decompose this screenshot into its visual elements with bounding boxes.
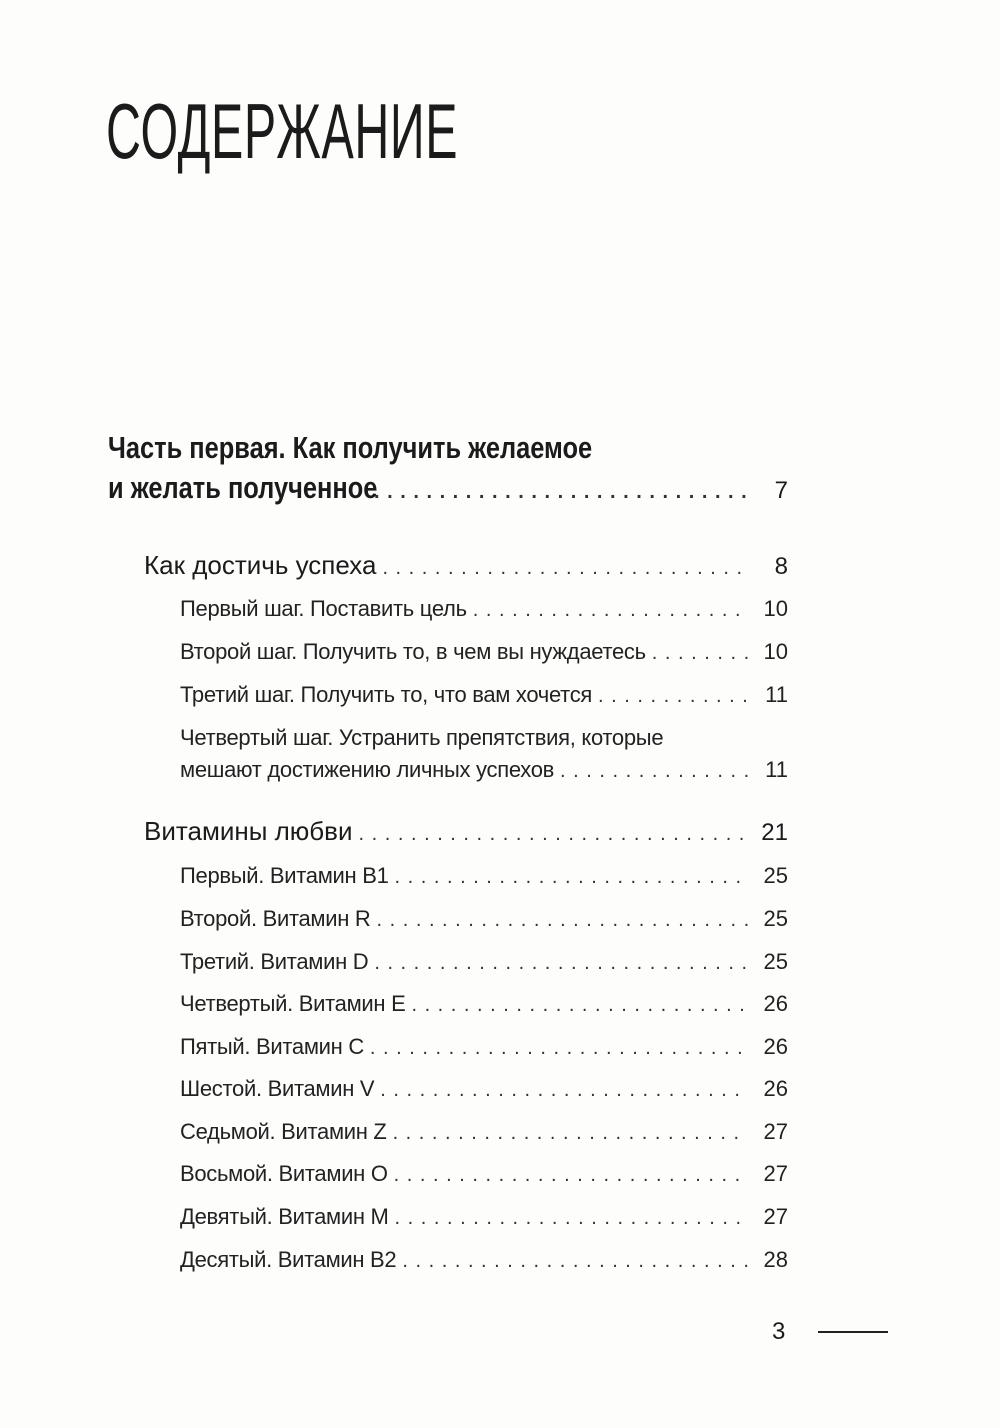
page-ref: 25: [763, 863, 788, 888]
page-ref: 11: [765, 682, 788, 707]
dot-leader: [394, 1164, 748, 1187]
dot-leader: [370, 1037, 748, 1060]
subsection-title: Второй. Витамин R: [180, 906, 371, 931]
dot-leader: [652, 642, 748, 665]
toc-subsection-entry[interactable]: [180, 1247, 788, 1273]
toc-subsection-entry[interactable]: [180, 863, 788, 889]
dot-leader: [598, 685, 748, 708]
subsection-title: Восьмой. Витамин O: [180, 1161, 388, 1186]
toc-subsection-entry[interactable]: [180, 1204, 788, 1230]
subsection-title: Третий шаг. Получить то, что вам хочется: [180, 682, 593, 707]
subsection-title: Седьмой. Витамин Z: [180, 1119, 387, 1144]
page-number-rule: [818, 1331, 888, 1333]
page-ref: 26: [763, 991, 788, 1016]
dot-leader: [359, 823, 748, 846]
toc-part-entry[interactable]: [108, 470, 788, 506]
toc-section-entry[interactable]: [144, 816, 788, 847]
page-ref: 10: [763, 639, 788, 664]
toc-subsection-entry[interactable]: [180, 1119, 788, 1145]
toc-subsection-entry[interactable]: [180, 906, 788, 932]
subsection-title: Девятый. Витамин M: [180, 1204, 389, 1229]
dot-leader: [473, 599, 748, 622]
page-ref: 10: [763, 596, 788, 621]
page-ref: 25: [763, 949, 788, 974]
page-number: 3: [772, 1318, 786, 1345]
toc-subsection-entry[interactable]: [180, 639, 788, 665]
subsection-title-line1: Четвертый шаг. Устранить препятствия, которые: [180, 725, 664, 750]
page-ref: 27: [763, 1161, 788, 1186]
dot-leader: [376, 909, 748, 932]
dot-leader: [382, 557, 748, 580]
page-ref: 26: [763, 1076, 788, 1101]
part-title-line2: и желать полученное: [108, 470, 378, 505]
dot-leader: [393, 1122, 748, 1145]
section-title: Как достичь успеха: [144, 550, 377, 580]
part-title-line1: Часть первая. Как получить желаемое: [108, 430, 593, 465]
toc-subsection-entry[interactable]: [180, 682, 788, 708]
subsection-title: Шестой. Витамин V: [180, 1076, 375, 1101]
subsection-title: Третий. Витамин D: [180, 949, 369, 974]
toc-subsection-entry[interactable]: [180, 991, 788, 1017]
subsection-title: Второй шаг. Получить то, в чем вы нуждаетесь: [180, 639, 646, 664]
toc-subsection-entry[interactable]: [180, 1076, 788, 1102]
section-title: Витамины любви: [144, 816, 353, 846]
page-ref: 26: [763, 1034, 788, 1059]
page-ref: 27: [763, 1204, 788, 1229]
dot-leader: [402, 1250, 748, 1273]
page-ref: 21: [761, 819, 788, 846]
dot-leader: [374, 481, 748, 504]
page-ref: 28: [763, 1247, 788, 1272]
toc-section-entry[interactable]: [144, 550, 788, 581]
page-ref: 8: [774, 553, 788, 580]
toc-subsection-entry[interactable]: [180, 1161, 788, 1187]
page-ref: 27: [763, 1119, 788, 1144]
subsection-title: Первый шаг. Поставить цель: [180, 596, 467, 621]
subsection-title-line2: мешают достижению личных успехов: [180, 757, 555, 782]
toc-subsection-entry[interactable]: [180, 757, 788, 783]
dot-leader: [395, 866, 748, 889]
page-ref: 7: [774, 477, 788, 504]
dot-leader: [380, 1079, 748, 1102]
subsection-title: Первый. Витамин B1: [180, 863, 389, 888]
subsection-title: Пятый. Витамин C: [180, 1034, 364, 1059]
toc-subsection-entry[interactable]: [180, 596, 788, 622]
page-title: СОДЕРЖАНИЕ: [106, 87, 459, 175]
page-ref: 11: [765, 757, 788, 782]
page-ref: 25: [763, 906, 788, 931]
dot-leader: [411, 994, 748, 1017]
dot-leader: [560, 760, 748, 783]
dot-leader: [374, 952, 748, 975]
subsection-title: Десятый. Витамин B2: [180, 1247, 397, 1272]
toc-subsection-entry[interactable]: [180, 1034, 788, 1060]
dot-leader: [395, 1207, 748, 1230]
toc-subsection-entry[interactable]: [180, 949, 788, 975]
subsection-title: Четвертый. Витамин E: [180, 991, 406, 1016]
